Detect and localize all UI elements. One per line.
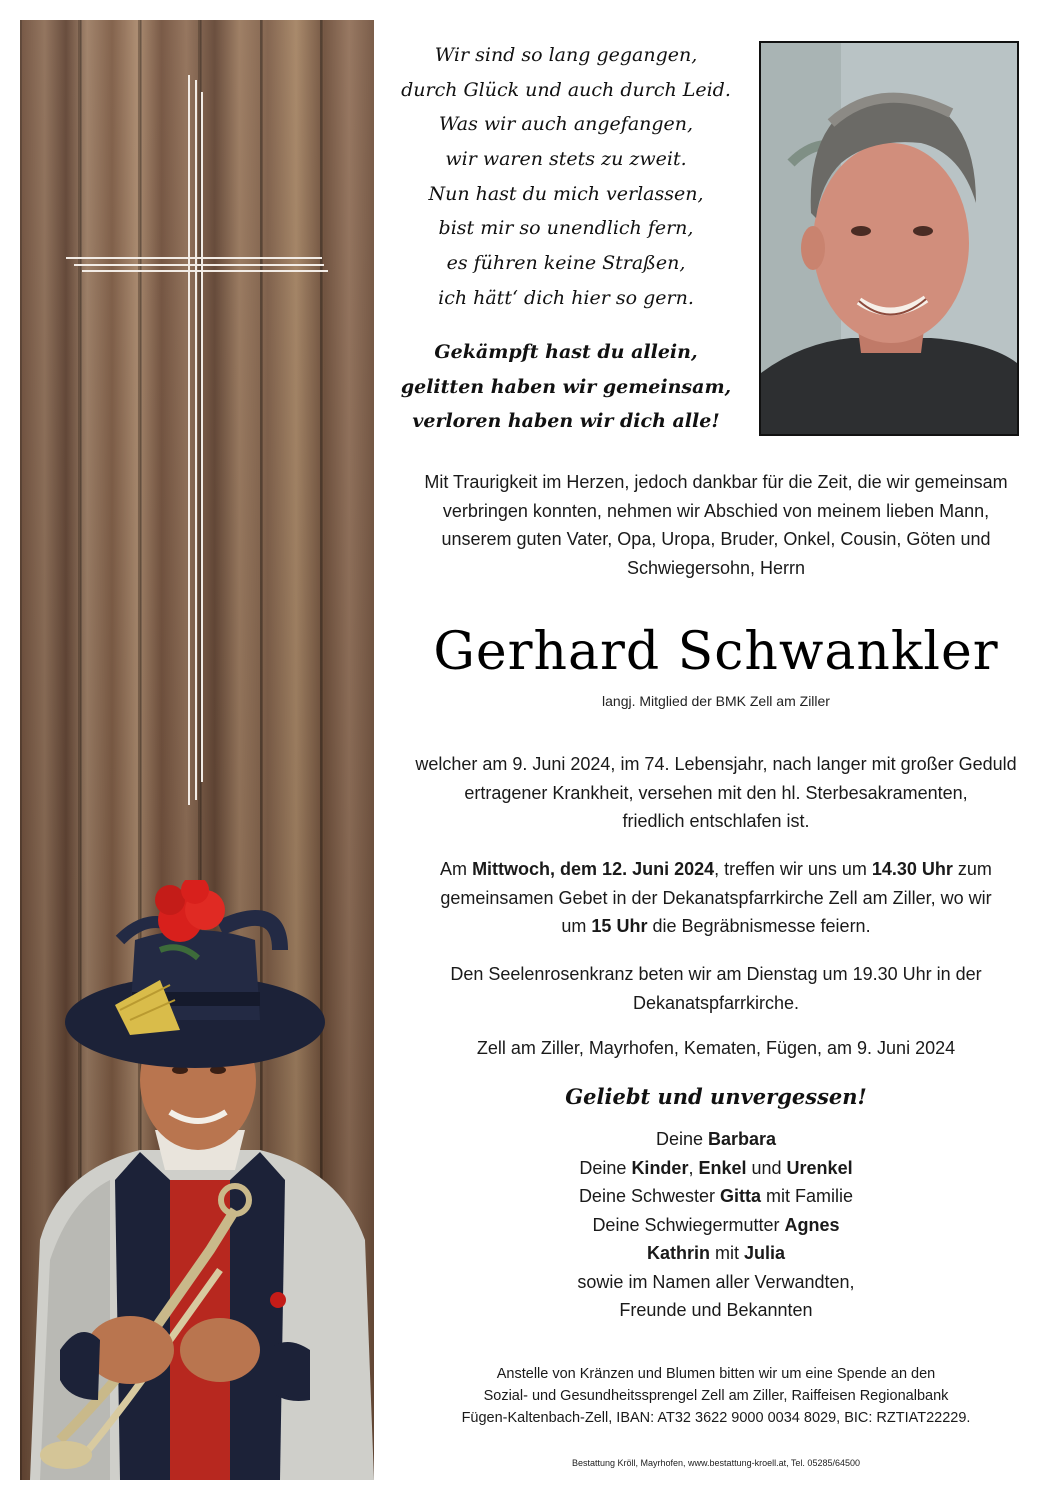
mourner-text: Deine Schwiegermutter [592,1214,785,1235]
mourner-text: Deine [655,1129,708,1149]
rosary-line: Den Seelenrosenkranz beten wir am Dienstag um 19.30 Uhr in der [450,964,982,984]
death-notice-line: welcher am 9. Juni 2024, im 74. Lebensjahr, nach langer mit großer Geduld [415,754,1017,774]
mourner-line [400,1239,1032,1268]
place-date [400,1034,1032,1063]
donation-note [400,1363,1032,1429]
poem-line: es führen keine Straßen, [446,252,686,275]
mourner-line: sowie im Namen aller Verwandten, [577,1271,855,1292]
mass-time: 15 Uhr [591,916,648,936]
mourner-line [400,1154,1032,1183]
funeral-line-1 [400,855,1032,884]
poem-line: bist mir so unendlich fern, [438,217,694,240]
mourner-name: Kathrin [646,1243,710,1263]
poem [380,38,752,316]
death-notice-line: ertragener Krankheit, versehen mit den hl. Sterbesakramenten, [464,782,968,803]
poem-bold-line: Gekämpft hast du allein, [434,341,698,363]
donation-line: Sozial- und Gesundheitssprengel Zell am Ziller, Raiffeisen Regionalbank [483,1388,949,1404]
intro-line: unserem guten Vater, Opa, Uropa, Bruder, Onkel, Cousin, Göten und [441,529,991,549]
mourner-name: Kinder [631,1157,689,1178]
mourner-text: , [688,1157,699,1178]
portrait-photo [759,41,1019,436]
mourner-line: Freunde und Bekannten [619,1300,813,1320]
mourner-text: Deine [579,1157,632,1178]
poem-line: durch Glück und auch durch Leid. [401,78,731,101]
musician-photo [20,880,374,1480]
deceased-name: Gerhard Schwankler [433,622,999,682]
donation-line: Fügen-Kaltenbach-Zell, IBAN: AT32 3622 9000 0034 8029, BIC: RZTIAT22229. [461,1410,971,1426]
mourner-text: mit Familie [761,1186,854,1206]
closing-title: Geliebt und unvergessen! [565,1084,867,1109]
death-notice-line: friedlich entschlafen ist. [622,811,810,831]
poem-line: Wir sind so lang gegangen, [434,44,698,66]
mourner-name: Agnes [784,1214,840,1235]
mourner-name: Enkel [698,1157,747,1178]
funeral-text: zum [952,859,992,879]
intro-text [400,468,1032,582]
mourner-name: Gitta [720,1186,762,1206]
death-notice [400,750,1032,836]
funeral-time: 14.30 Uhr [871,859,953,879]
intro-line: Schwiegersohn, Herrn [626,557,806,578]
mourner-line [400,1182,1032,1211]
mourner-text: und [746,1157,787,1178]
mourner-name: Urenkel [786,1157,853,1178]
intro-line: Mit Traurigkeit im Herzen, jedoch dankbar für die Zeit, die wir gemeinsam [424,472,1008,492]
funeral-text: die Begräbnismesse feiern. [647,916,871,936]
funeral-info [400,855,1032,941]
poem-line: Was wir auch angefangen, [438,113,694,136]
funeral-line-2: gemeinsamen Gebet in der Dekanatspfarrkirche Zell am Ziller, wo wir [440,887,992,908]
mourner-text: mit [709,1243,744,1263]
poem-bold-line: gelitten haben wir gemeinsam, [400,375,732,398]
funeral-day: Mittwoch, dem 12. Juni 2024 [472,859,715,879]
funeral-line-3 [400,912,1032,941]
funeral-text: um [561,916,592,936]
place-date-line: Zell am Ziller, Mayrhofen, Kematen, Fügen, am 9. Juni 2024 [476,1038,956,1058]
poem-bold [380,335,752,439]
mourner-name: Barbara [707,1129,777,1149]
mourner-line [400,1211,1032,1240]
poem-line: Nun hast du mich verlassen, [428,182,704,205]
mourner-line [400,1125,1032,1154]
rosary-info [400,960,1032,1017]
funeral-text: Am [440,859,473,879]
poem-line: wir waren stets zu zweit. [445,148,687,171]
membership-note: langj. Mitglied der BMK Zell am Ziller [602,693,830,709]
funeral-home-footer: Bestattung Kröll, Mayrhofen, www.bestattung-kroell.at, Tel. 05285/64500 [571,1458,860,1468]
mourner-text: Deine Schwester [578,1186,721,1206]
funeral-text: , treffen wir uns um [714,859,872,879]
mourners-list [400,1125,1032,1325]
poem-bold-line: verloren haben wir dich alle! [412,410,720,433]
intro-line: verbringen konnten, nehmen wir Abschied von meinem lieben Mann, [442,500,990,521]
rosary-line: Dekanatspfarrkirche. [632,992,800,1013]
poem-line: ich hätt‘ dich hier so gern. [438,286,694,309]
mourner-name: Julia [743,1243,786,1263]
donation-line: Anstelle von Kränzen und Blumen bitten wir um eine Spende an den [496,1366,936,1382]
